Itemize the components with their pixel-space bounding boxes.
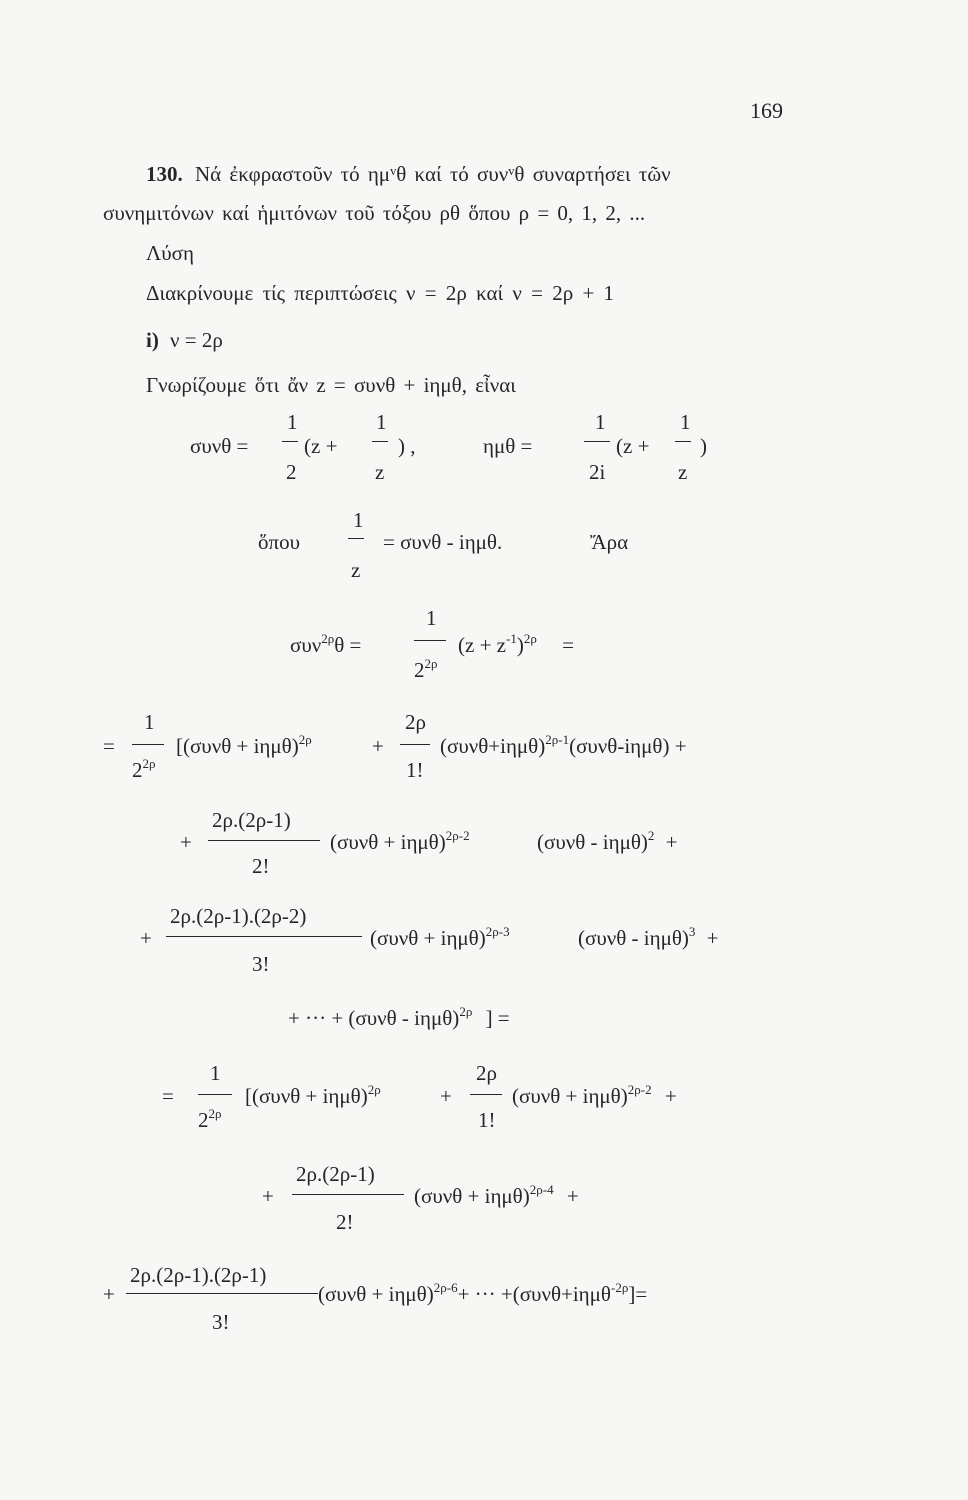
term-2: $(\sigma\upsilon\nu\theta + i\eta\mu\theta)^{2\rho-2}$ +	[512, 1082, 677, 1108]
term-1: $(\sigma\upsilon\nu\theta + i\eta\mu\theta)^{2\rho-3}$	[370, 924, 510, 950]
term-1: $(\sigma\upsilon\nu\theta + i\eta\mu\theta)^{2\rho-4}$ +	[414, 1182, 579, 1208]
rhs: $(z + z^{-1})^{2\rho}$ =	[458, 631, 574, 657]
frac-den: z	[678, 460, 688, 484]
frac-num: 1	[144, 710, 155, 734]
frac-num: 1	[210, 1061, 221, 1085]
problem-line-1: Νά ἐκφραστοῦν τό ημᵛθ καί τό συνᵛθ συναρτήσει τῶν	[195, 162, 671, 186]
fraction-bar	[470, 1094, 502, 1095]
coef-den: 1!	[478, 1108, 496, 1132]
equation-expansion-tail: + ··· + (συνθ - iημθ)$^{2\rho}$ ] =	[288, 1004, 510, 1030]
case-i-label: i)	[146, 328, 159, 352]
fraction-bar	[208, 840, 320, 841]
frac-num: 1	[353, 508, 364, 532]
cos-lhs: συνθ =	[190, 434, 249, 458]
coef-num: 2ρ	[476, 1061, 497, 1085]
where-text: ὅπου	[258, 530, 300, 554]
page-number: 169	[750, 98, 783, 123]
frac-den: 2	[286, 460, 297, 484]
fraction-bar	[282, 441, 298, 442]
plus: +	[262, 1184, 274, 1208]
frac-den: z	[351, 558, 361, 582]
solution-heading: Λύση	[146, 241, 194, 265]
coef-num: 2ρ	[405, 710, 426, 734]
plus: +	[180, 830, 192, 854]
frac-num: 1	[287, 410, 298, 434]
frac-num: 1	[426, 606, 437, 630]
term-2: (συνθ - iημθ)$^2$ +	[537, 828, 678, 854]
term-1: [$(\sigma\upsilon\nu\theta + i\eta\mu\theta)^{2\rho}$	[245, 1082, 381, 1108]
coef-den: 1!	[406, 758, 424, 782]
close-comma: ) ,	[398, 434, 416, 458]
fraction-bar	[292, 1194, 404, 1195]
fraction-bar	[348, 538, 364, 539]
coef-den: 2!	[336, 1210, 354, 1234]
frac-num: 1	[680, 410, 691, 434]
lhs: συν$^{2\rho}$θ =	[290, 631, 362, 657]
fraction-bar	[675, 441, 691, 442]
cases-text: Διακρίνουμε τίς περιπτώσεις ν = 2ρ καί ν = 2ρ + 1	[146, 281, 615, 305]
z-plus: (z +	[304, 434, 338, 458]
term-2: $(\sigma\upsilon\nu\theta+i\eta\mu\theta)^{2\rho-1}(\sigma\upsilon\nu\theta-i\eta\mu\theta)$ +	[440, 732, 687, 758]
coef-num: 2ρ.(2ρ-1).(2ρ-2)	[170, 904, 307, 928]
fraction-bar	[372, 441, 388, 442]
frac-den: z	[375, 460, 385, 484]
known-text: Γνωρίζουμε ὅτι ἄν z = συνθ + iημθ, εἶναι	[146, 373, 516, 397]
coef-den: 3!	[212, 1310, 230, 1334]
coef-num: 2ρ.(2ρ-1)	[296, 1162, 375, 1186]
lead-equals: =	[162, 1084, 174, 1108]
frac-den: $2^{2\rho}$	[132, 756, 156, 782]
frac-num: 1	[376, 410, 387, 434]
plus: +	[440, 1084, 452, 1108]
term-1: [$(\sigma\upsilon\nu\theta + i\eta\mu\theta)^{2\rho}$	[176, 732, 312, 758]
plus: +	[103, 1282, 115, 1306]
plus: +	[372, 734, 384, 758]
frac-den: $2^{2\rho}$	[414, 656, 438, 682]
lead-equals: =	[103, 734, 115, 758]
coef-den: 2!	[252, 854, 270, 878]
case-i-text: ν = 2ρ	[170, 328, 223, 352]
frac-num: 1	[595, 410, 606, 434]
term-1: $(\sigma\upsilon\nu\theta + i\eta\mu\theta)^{2\rho-6}+$ ··· +(συνθ+iημθ$^{-2\rho}$]=	[318, 1280, 648, 1306]
term-1: $(\sigma\upsilon\nu\theta + i\eta\mu\theta)^{2\rho-2}$	[330, 828, 470, 854]
problem-number: 130.	[146, 162, 183, 186]
frac-den: 2i	[589, 460, 606, 484]
fraction-bar	[198, 1094, 232, 1095]
coef-num: 2ρ.(2ρ-1)	[212, 808, 291, 832]
ara-text: Ἄρα	[590, 530, 629, 554]
fraction-bar	[132, 744, 164, 745]
frac-den: $2^{2\rho}$	[198, 1106, 222, 1132]
fraction-bar	[400, 744, 430, 745]
coef-den: 3!	[252, 952, 270, 976]
close-paren: )	[700, 434, 707, 458]
fraction-bar	[126, 1293, 318, 1294]
fraction-bar	[414, 640, 446, 641]
term-2: (συνθ - iημθ)$^3$ +	[578, 924, 719, 950]
inverse-rhs: = συνθ - iημθ.	[383, 530, 503, 554]
z-plus: (z +	[616, 434, 650, 458]
plus: +	[140, 926, 152, 950]
fraction-bar	[166, 936, 362, 937]
fraction-bar	[584, 441, 610, 442]
coef-num: 2ρ.(2ρ-1).(2ρ-1)	[130, 1263, 267, 1287]
sin-lhs: ημθ =	[483, 434, 533, 458]
problem-line-2: συνημιτόνων καί ἡμιτόνων τοῦ τόξου ρθ ὅπου ρ = 0, 1, 2, ...	[103, 201, 646, 225]
